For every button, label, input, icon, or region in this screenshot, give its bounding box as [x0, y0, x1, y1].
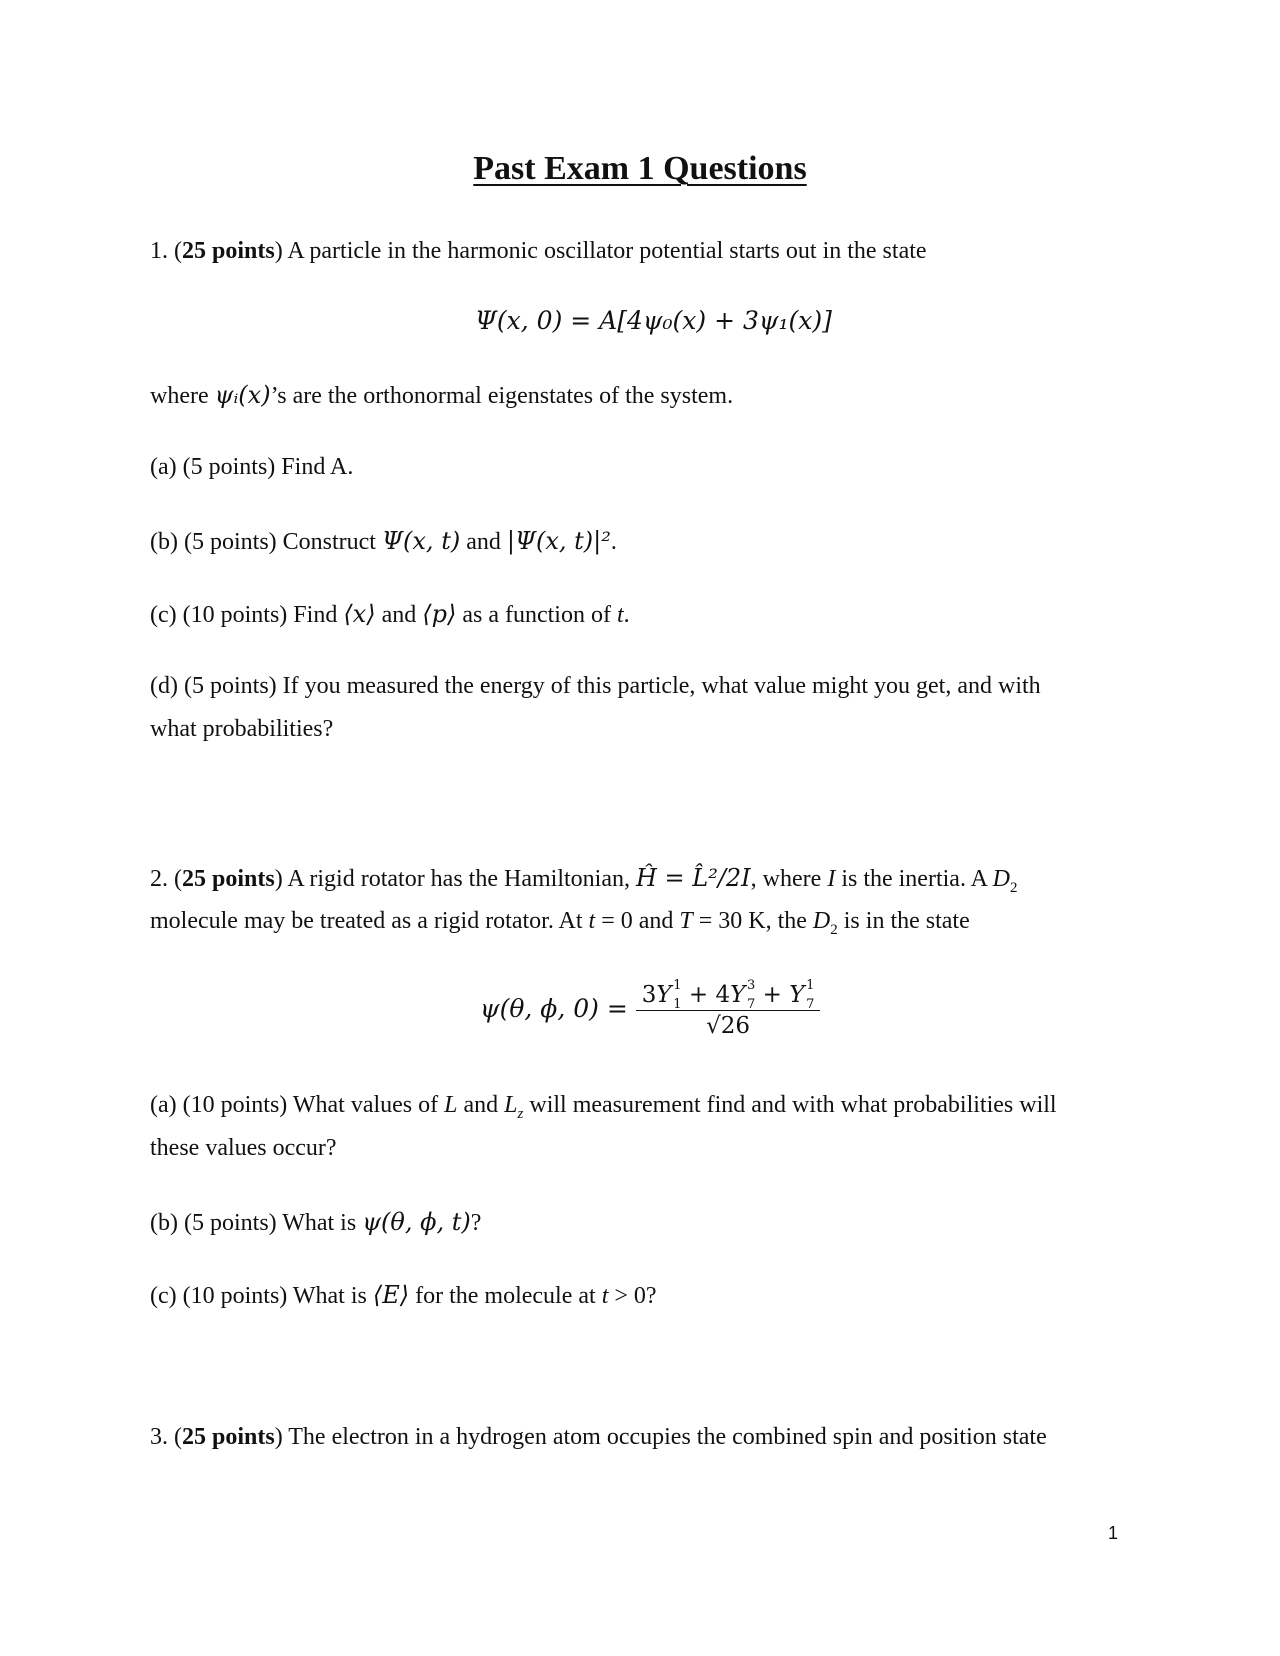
- q3-points: 25 points: [182, 1424, 275, 1450]
- q1-part-c: (c) (10 points) Find ⟨x⟩ and ⟨p⟩ as a function of t.: [150, 600, 630, 628]
- q2-part-b: (b) (5 points) What is ψ(θ, ϕ, t)?: [150, 1208, 482, 1236]
- q2-line2: molecule may be treated as a rigid rotator. At t = 0 and T = 30 K, the $D_2$ is in the state: [150, 908, 970, 938]
- q1-where: where ψᵢ(x)’s are the orthonormal eigenstates of the system.: [150, 381, 734, 409]
- hamiltonian: Ĥ = L̂²/2I: [635, 864, 751, 892]
- q2-equation: ψ(θ, ϕ, 0) = 3Y 1 1 + 4Y 3 7 + Y 1 7 √26: [480, 982, 820, 1039]
- q2-part-a-line1: (a) (10 points) What values of L and $L_z$ will measurement find and with what probabilities will: [150, 1092, 1057, 1122]
- q1-part-d-line2: what probabilities?: [150, 716, 334, 742]
- q1-points: 25 points: [182, 238, 275, 264]
- q2-part-c: (c) (10 points) What is ⟨E⟩ for the molecule at t > 0?: [150, 1281, 657, 1309]
- q1-part-d-line1: (d) (5 points) If you measured the energy of this particle, what value might you get, and with: [150, 673, 1041, 699]
- q2-points: 25 points: [182, 866, 275, 892]
- q2-denominator: √26: [706, 1013, 751, 1039]
- page-title-text: Past Exam 1 Questions: [473, 150, 807, 187]
- q1-equation: Ψ(x, 0) = A[4ψ₀(x) + 3ψ₁(x)]: [475, 306, 832, 335]
- q2-header: 2. (25 points) A rigid rotator has the Hamiltonian, Ĥ = L̂²/2I, where I is the inertia. A $D_2$: [150, 864, 1018, 896]
- page-title: [0, 150, 1280, 188]
- page-number: 1: [1108, 1523, 1119, 1543]
- q3-header: 3. (25 points) The electron in a hydrogen atom occupies the combined spin and position state: [150, 1424, 1047, 1450]
- q1-header: 1. (25 points) A particle in the harmonic oscillator potential starts out in the state: [150, 238, 927, 264]
- q2-numerator: 3Y 1 1 + 4Y 3 7 + Y 1 7: [636, 982, 821, 1011]
- q1-part-a: (a) (5 points) Find A.: [150, 454, 354, 480]
- q1-part-b: (b) (5 points) Construct Ψ(x, t) and |Ψ(x, t)|².: [150, 527, 617, 555]
- q2-part-a-line2: these values occur?: [150, 1135, 337, 1161]
